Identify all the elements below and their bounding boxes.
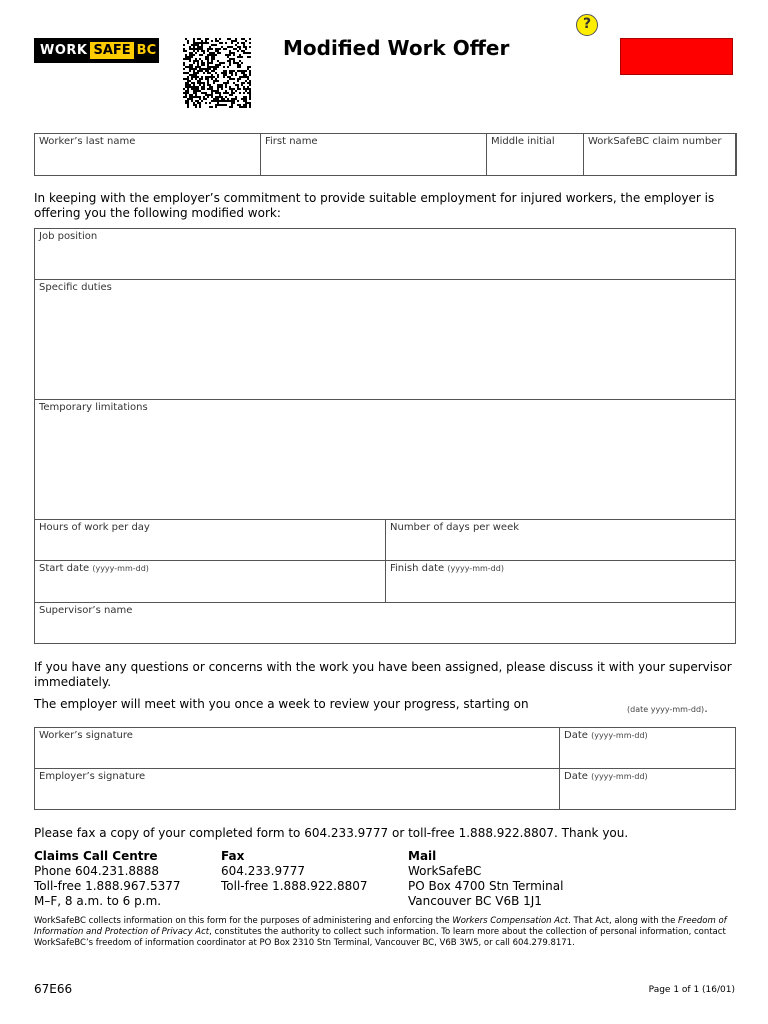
middle-initial-label: Middle initial — [491, 136, 555, 147]
fax-tollfree: Toll-free 1.888.922.8807 — [221, 879, 368, 893]
form-code: 67E66 — [34, 982, 73, 996]
employer-sign-date-label-text: Date — [564, 771, 588, 782]
signatures-table — [34, 727, 736, 810]
page-title: Modified Work Offer — [283, 36, 510, 60]
finish-date-hint: (yyyy-mm-dd) — [447, 564, 504, 573]
questions-text: If you have any questions or concerns with the work you have been assigned, please discuss it with your supervisor immediately. — [34, 660, 732, 689]
mail-contact — [408, 849, 608, 909]
privacy-notice — [34, 916, 734, 949]
worker-sign-date-label — [560, 728, 735, 743]
claims-contact — [34, 849, 214, 909]
privacy-part3: , constitutes the authority to collect such information. To learn more about the collection of personal information, contact WorkSafeBC’s freedom of information coordinator at PO Box 2310 Stn Terminal, Vancouver BC, V6B 3W5, or call 604.279.8171. — [34, 927, 726, 948]
finish-date-label — [386, 561, 735, 576]
specific-duties-field[interactable] — [34, 279, 736, 400]
finish-date-field[interactable] — [385, 560, 736, 603]
days-per-week-label: Number of days per week — [390, 522, 520, 533]
first-name-field[interactable] — [260, 133, 487, 176]
reset-form-button[interactable] — [620, 38, 733, 75]
mail-heading: Mail — [408, 849, 437, 863]
employer-sign-date-field[interactable] — [559, 768, 736, 810]
privacy-act2: Freedom of Information and Protection of Privacy Act — [34, 916, 727, 937]
worker-last-name-field[interactable] — [34, 133, 261, 176]
employer-signature-field[interactable] — [34, 768, 560, 810]
mail-line2: PO Box 4700 Stn Terminal — [408, 879, 564, 893]
mail-line1: WorkSafeBC — [408, 864, 482, 878]
review-text: The employer will meet with you once a week to review your progress, starting on — [34, 697, 529, 711]
logo-work-text: WORK — [40, 43, 88, 58]
worker-signature-field[interactable] — [34, 727, 560, 769]
privacy-act1: Workers Compensation Act — [452, 916, 569, 926]
specific-duties-label: Specific duties — [39, 282, 112, 293]
review-date-hint-text: (date yyyy-mm-dd) — [627, 705, 705, 714]
start-date-field[interactable] — [34, 560, 386, 603]
page-info: Page 1 of 1 (16/01) — [648, 985, 735, 995]
worker-last-name-label: Worker’s last name — [39, 136, 136, 147]
claims-phone: Phone 604.231.8888 — [34, 864, 159, 878]
worker-sign-date-hint: (yyyy-mm-dd) — [591, 731, 648, 740]
middle-initial-field[interactable] — [486, 133, 584, 176]
start-date-label — [35, 561, 385, 576]
review-date-input[interactable] — [532, 694, 624, 712]
days-per-week-field[interactable] — [385, 519, 736, 561]
logo-bc-text: BC — [136, 43, 157, 58]
worksafebc-logo — [34, 38, 159, 63]
worker-sign-date-label-text: Date — [564, 730, 588, 741]
claim-number-field[interactable] — [583, 133, 737, 176]
claims-heading: Claims Call Centre — [34, 849, 158, 863]
privacy-part1: WorkSafeBC collects information on this form for the purposes of administering and enforcing the — [34, 916, 453, 926]
review-date-hint — [627, 701, 708, 715]
fax-number: 604.233.9777 — [221, 864, 305, 878]
worker-info-table — [34, 133, 736, 176]
intro-text: In keeping with the employer’s commitment to provide suitable employment for injured workers, the employer is offering you the following modified work: — [34, 191, 715, 220]
temporary-limitations-field[interactable] — [34, 399, 736, 520]
help-icon[interactable]: ? — [576, 14, 598, 36]
hours-per-day-label: Hours of work per day — [39, 522, 150, 533]
first-name-label: First name — [265, 136, 318, 147]
claims-hours: M–F, 8 a.m. to 6 p.m. — [34, 894, 162, 908]
supervisor-name-label: Supervisor’s name — [39, 605, 133, 616]
fax-instructions: Please fax a copy of your completed form to 604.233.9777 or toll-free 1.888.922.8807. Thank you. — [34, 826, 629, 840]
finish-date-label-text: Finish date — [390, 563, 445, 574]
privacy-part2: . That Act, along with the — [568, 916, 679, 926]
claim-number-label: WorkSafeBC claim number — [588, 136, 722, 147]
employer-signature-label: Employer’s signature — [39, 771, 146, 782]
barcode-icon — [183, 38, 251, 108]
start-date-label-text: Start date — [39, 563, 90, 574]
supervisor-name-field[interactable] — [34, 602, 736, 644]
job-position-label: Job position — [39, 231, 98, 242]
employer-sign-date-label — [560, 769, 735, 784]
work-details-table — [34, 228, 736, 644]
start-date-hint: (yyyy-mm-dd) — [92, 564, 149, 573]
logo-safe-text: SAFE — [90, 42, 133, 59]
mail-line3: Vancouver BC V6B 1J1 — [408, 894, 542, 908]
job-position-field[interactable] — [34, 228, 736, 280]
fax-contact — [221, 849, 401, 894]
temporary-limitations-label: Temporary limitations — [39, 402, 148, 413]
claims-tollfree: Toll-free 1.888.967.5377 — [34, 879, 181, 893]
employer-sign-date-hint: (yyyy-mm-dd) — [591, 772, 648, 781]
hours-per-day-field[interactable] — [34, 519, 386, 561]
worker-signature-label: Worker’s signature — [39, 730, 133, 741]
fax-heading: Fax — [221, 849, 245, 863]
review-period: . — [704, 701, 708, 715]
worker-sign-date-field[interactable] — [559, 727, 736, 769]
